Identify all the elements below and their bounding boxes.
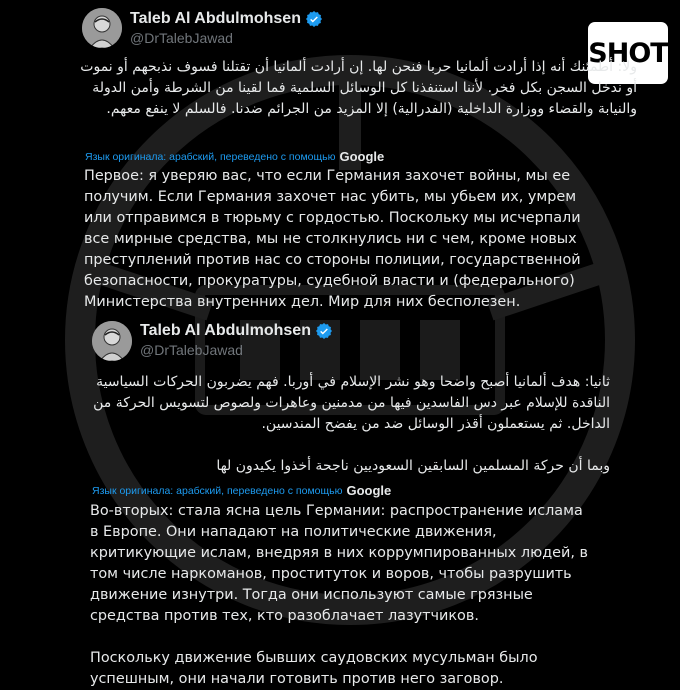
author-name[interactable]: Taleb Al Abdulmohsen	[130, 10, 301, 27]
author-handle[interactable]: @DrTalebJawad	[140, 342, 243, 358]
verified-badge-icon	[306, 11, 322, 27]
google-logo: Google	[339, 149, 385, 164]
author-row	[130, 10, 322, 28]
tweet-original-text: ثانيا: هدف ألمانيا أصبح واضحا وهو نشر الإسلام في أوربا. فهم يضربون الحركات السياسية الناقدة للإسلام عبر دس الفاسدين فيها من مدمنين وعاهرات ولصوص لتسويس الحركة من الداخل. ثم يستعملون أقذر الوسائل ضد من يفضح المندسين. وبما أن حركة المسلمين السابقين السعوديين ناجحة أخذوا يكيدون لها	[93, 374, 610, 474]
avatar[interactable]	[92, 321, 132, 361]
avatar-portrait-icon	[82, 8, 122, 48]
author-name[interactable]: Taleb Al Abdulmohsen	[140, 322, 311, 339]
tweet-original-text: ولا: أطمئنك أنه إذا أرادت ألمانيا حربا فنحن لها. إن أرادت ألمانيا أن تقتلنا فسوف نذبحهم أو نموت أو ندخل السجن بكل فخر. لأننا استنفذنا كل الوسائل السلمية فما لقينا من الشرطة وأمن الدولة والنيابة والقضاء ووزارة الداخلية (الفدرالية) إلا المزيد من الجرائم ضدنا. فالسلم لا ينفع معهم.	[80, 59, 637, 117]
tweet-translation: Первое: я уверяю вас, что если Германия захочет войны, мы ее получим. Если Германия захочет нас убить, мы убьем их, умрем или отправимся в тюрьму с гордостью. Поскольку мы исчерпали все мирные средства, мы не столкнулись ни с чем, кроме новых преступлений против нас со стороны полиции, государственной безопасности, прокуратуры, судебной власти и (федерального) Министерства внутренних дел. Мир для них бесполезен.	[84, 168, 581, 310]
avatar-portrait-icon	[92, 321, 132, 361]
translation-note	[85, 149, 384, 164]
tweet-translation: Во-вторых: стала ясна цель Германии: распространение ислама в Европе. Они нападают на политические движения, критикующие ислам, внедряя в них коррумпированных людей, в том числе наркоманов, проституток и воров, чтобы разрушить движение изнутри. Тогда они используют самые грязные средства против тех, кто разоблачает лазутчиков. Поскольку движение бывших саудовских мусульман было успешным, они начали готовить против него заговор.	[90, 503, 588, 687]
translation-note-label[interactable]: Язык оригинала: арабский, переведено с помощью	[85, 150, 336, 163]
google-logo: Google	[346, 483, 392, 498]
author-handle[interactable]: @DrTalebJawad	[130, 30, 233, 46]
avatar[interactable]	[82, 8, 122, 48]
verified-badge-icon	[316, 323, 332, 339]
author-row	[140, 322, 332, 340]
translation-note	[92, 483, 391, 498]
translation-note-label[interactable]: Язык оригинала: арабский, переведено с помощью	[92, 484, 343, 497]
shot-logo-badge: SHOT	[588, 22, 668, 84]
